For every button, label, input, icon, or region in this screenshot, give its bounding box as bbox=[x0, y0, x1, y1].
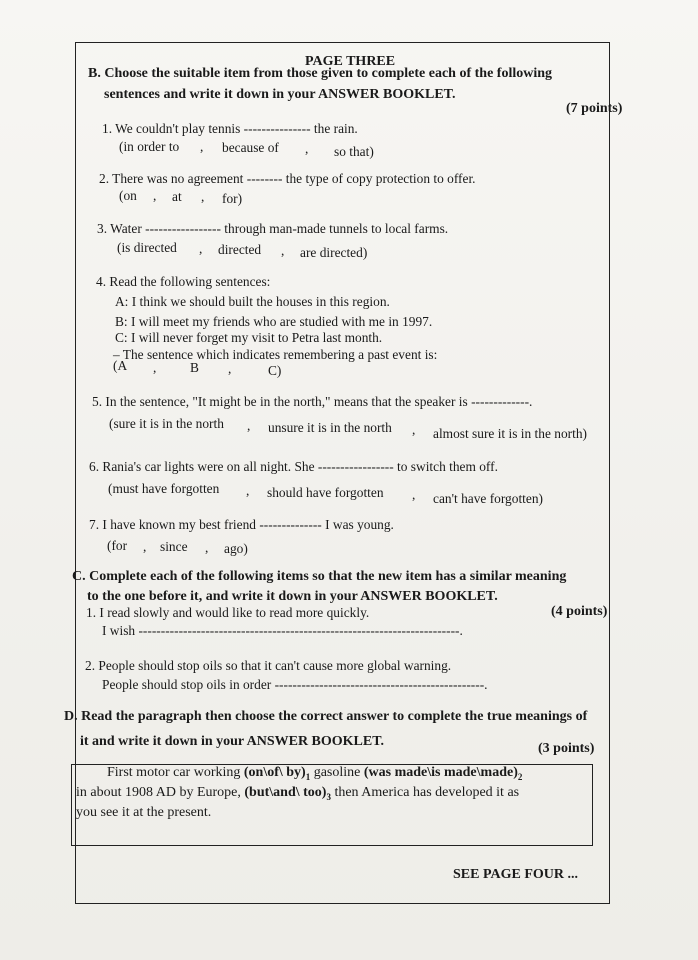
b-q5-sep-2: , bbox=[412, 422, 416, 437]
c-q1-answer-line: I wish ------------------------------------------------------------------------. bbox=[102, 623, 463, 638]
section-b-points: (7 points) bbox=[566, 101, 623, 116]
choice-number-3: 3 bbox=[326, 791, 331, 802]
c-q2-answer-line: People should stop oils in order -----------------------------------------------. bbox=[102, 677, 488, 692]
b-q6-sep-2: , bbox=[412, 487, 416, 502]
choice-group-3: (but\and\ too) bbox=[244, 785, 327, 800]
b-q3-stem: 3. Water ----------------- through man-made tunnels to local farms. bbox=[97, 221, 449, 236]
b-q1-option-3: so that) bbox=[334, 144, 374, 159]
b-q2-sep-2: , bbox=[201, 189, 205, 204]
section-c-heading-line2: to the one before it, and write it down in your ANSWER BOOKLET. bbox=[87, 589, 498, 604]
c-q1-stem: 1. I read slowly and would like to read more quickly. bbox=[86, 605, 370, 620]
section-b-heading-line1: B. Choose the suitable item from those given to complete each of the following bbox=[88, 66, 553, 81]
b-q3-sep-2: , bbox=[281, 243, 285, 258]
c-q2-stem: 2. People should stop oils so that it can't cause more global warning. bbox=[85, 658, 452, 673]
b-q7-option-2: since bbox=[160, 539, 188, 554]
b-q3-option-3: are directed) bbox=[300, 245, 368, 260]
b-q4-sentence-c: C: I will never forget my visit to Petra last month. bbox=[115, 330, 383, 345]
paragraph-line-3: you see it at the present. bbox=[76, 805, 212, 820]
page-title: PAGE THREE bbox=[305, 54, 396, 69]
b-q4-sentence-a: A: I think we should built the houses in this region. bbox=[115, 294, 390, 309]
b-q5-option-1: (sure it is in the north bbox=[109, 416, 224, 431]
b-q7-option-3: ago) bbox=[224, 541, 248, 556]
section-d-points: (3 points) bbox=[538, 741, 595, 756]
choice-number-1: 1 bbox=[305, 771, 311, 782]
b-q4-sep-2: , bbox=[228, 361, 232, 376]
b-q1-sep-1: , bbox=[200, 139, 204, 154]
choice-number-2: 2 bbox=[517, 771, 523, 782]
b-q2-option-1: (on bbox=[119, 188, 137, 203]
b-q2-sep-1: , bbox=[153, 188, 157, 203]
b-q6-stem: 6. Rania's car lights were on all night. She ----------------- to switch them off. bbox=[89, 459, 498, 474]
b-q7-sep-2: , bbox=[205, 540, 209, 555]
b-q6-sep-1: , bbox=[246, 483, 250, 498]
b-q3-option-2: directed bbox=[218, 242, 262, 257]
b-q4-stem: 4. Read the following sentences: bbox=[96, 274, 271, 289]
b-q6-option-1: (must have forgotten bbox=[108, 481, 220, 496]
b-q5-option-2: unsure it is in the north bbox=[268, 420, 392, 435]
b-q5-option-3: almost sure it is in the north) bbox=[433, 426, 587, 441]
b-q4-option-3: C) bbox=[268, 363, 282, 378]
paragraph-text: gasoline bbox=[310, 765, 364, 780]
b-q1-sep-2: , bbox=[305, 141, 309, 156]
section-d-heading-line1: D. Read the paragraph then choose the correct answer to complete the true meanings of bbox=[64, 709, 588, 724]
b-q1-stem: 1. We couldn't play tennis --------------- the rain. bbox=[102, 121, 358, 136]
b-q2-option-2: at bbox=[172, 189, 182, 204]
b-q4-sentence-b: B: I will meet my friends who are studied with me in 1997. bbox=[115, 314, 433, 329]
b-q4-option-2: B bbox=[190, 360, 199, 375]
choice-group-2: (was made\is made\made) bbox=[363, 765, 518, 780]
footer-see-page-four: SEE PAGE FOUR ... bbox=[453, 867, 578, 882]
choice-group-1: (on\of\ by) bbox=[243, 765, 306, 780]
b-q1-option-1: (in order to bbox=[119, 139, 180, 154]
b-q4-question: – The sentence which indicates remembering a past event is: bbox=[113, 347, 438, 362]
section-c-points: (4 points) bbox=[551, 604, 608, 619]
paragraph-text: First motor car working bbox=[107, 765, 244, 780]
b-q5-stem: 5. In the sentence, "It might be in the north," means that the speaker is -------------. bbox=[92, 394, 533, 409]
b-q4-option-1: (A bbox=[113, 358, 128, 373]
b-q3-sep-1: , bbox=[199, 241, 203, 256]
section-c-heading-line1: C. Complete each of the following items so that the new item has a similar meaning bbox=[72, 569, 567, 584]
b-q5-sep-1: , bbox=[247, 418, 251, 433]
section-d-heading-line2: it and write it down in your ANSWER BOOKLET. bbox=[80, 734, 385, 749]
b-q3-option-1: (is directed bbox=[117, 240, 177, 255]
b-q7-sep-1: , bbox=[143, 539, 147, 554]
paragraph-text: in about 1908 AD by Europe, bbox=[76, 785, 245, 800]
b-q2-option-3: for) bbox=[222, 191, 243, 206]
b-q6-option-3: can't have forgotten) bbox=[433, 491, 543, 506]
b-q1-option-2: because of bbox=[222, 140, 279, 155]
b-q6-option-2: should have forgotten bbox=[267, 485, 384, 500]
paragraph-text: then America has developed it as bbox=[330, 785, 520, 800]
paragraph-line-2 bbox=[76, 786, 519, 802]
paragraph-line-1 bbox=[107, 766, 522, 782]
b-q7-stem: 7. I have known my best friend -------------- I was young. bbox=[89, 517, 394, 532]
section-b-heading-line2: sentences and write it down in your ANSWER BOOKLET. bbox=[104, 87, 456, 102]
b-q7-option-1: (for bbox=[107, 538, 128, 553]
b-q4-sep-1: , bbox=[153, 360, 157, 375]
b-q2-stem: 2. There was no agreement -------- the type of copy protection to offer. bbox=[99, 171, 476, 186]
